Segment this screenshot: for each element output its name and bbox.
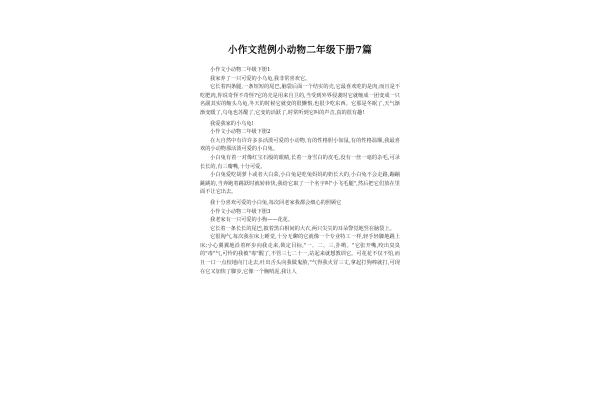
paragraph: 我十分喜欢可爱的小白兔,每次回老家我都会细心的照顾它 [210,199,342,206]
paragraph: 它长着四条腿,一条短短的尾巴,脑袋后面一个结实的壳,它最喜欢吃的是肉,而且是不吃肥肉,你说奇怪不奇怪?它的壳是用来自卫的,当受到外界侵袭时它就缩成一团变成一只名副其实的缩头乌龟,冬天的时候它就变的很懒惰,也很少吃东西。它那是冬眠了,天气渐渐变暖了,乌龟也苏醒了,它变的活跃了,时常听到它叫的声音,真的很有趣! [200,84,400,116]
paragraph: 小白兔爱吃胡萝卜或者大白菜,小白兔是吃兔妈妈的奶长大的,小白兔不会走路,蹦蹦跳跳的,当奔跑着跳跃时就转转快,我给它取了一个名字叫"小飞毛腿",然后把它们放在里面不让它出去。 [200,172,400,196]
section-heading: 小作文小动物二年级下册3 [210,208,271,215]
paragraph: 它很淘气,每次我在床上睡觉,十分无聊的它就像一个专业特工一样,轻手轻脚地跳上床;小心翼翼地沿着杯步向我走来,锁定目标,"一、二、三,扑哟。"它张开嘴,咬出臭臭的"毒"气,可怜的我被"毒"醒了,不管三七二十一,站起来就想教训它。可花花不仅不怕,而且一口一点校地向门走去,吐出舌头向我做鬼脸,"气得我火冒三丈,拿起打狗棒就打,可现在它又加快了脚步,它像一个胸哨泥,我让人 [200,234,400,275]
article-body [200,66,400,276]
paragraph: 在大自然中有许许多多活泼可爱的小动物,有的性格胆小如鼠,有的性格温顺,我最喜欢的小动物那活泼可爱的小白兔。 [200,137,400,153]
paragraph: 我老家有一只可爱的小狗——花花。 [210,217,294,224]
paragraph: 我爱我家的小乌龟! [210,120,254,127]
paragraph: 我家养了一只可爱的小乌龟,我非常喜欢它。 [210,75,311,82]
section-heading: 小作文小动物二年级下册1 [210,67,271,73]
section-heading: 小作文小动物二年级下册2 [210,129,271,136]
page-title: 小作文范例小动物二年级下册7篇 [227,45,373,56]
paragraph: 小白兔有着一对像红宝石般的眼睛,长着一身雪白的皮毛,没有一丝一毫的杂毛,可录长长的,有三瓣嘴,十分可爱。 [200,154,400,170]
paragraph: 它长着一条长长的尾巴,披着黑白相间的大衣,两只尖尖的耳朵警觉地竖在脑袋上。 [210,225,395,232]
